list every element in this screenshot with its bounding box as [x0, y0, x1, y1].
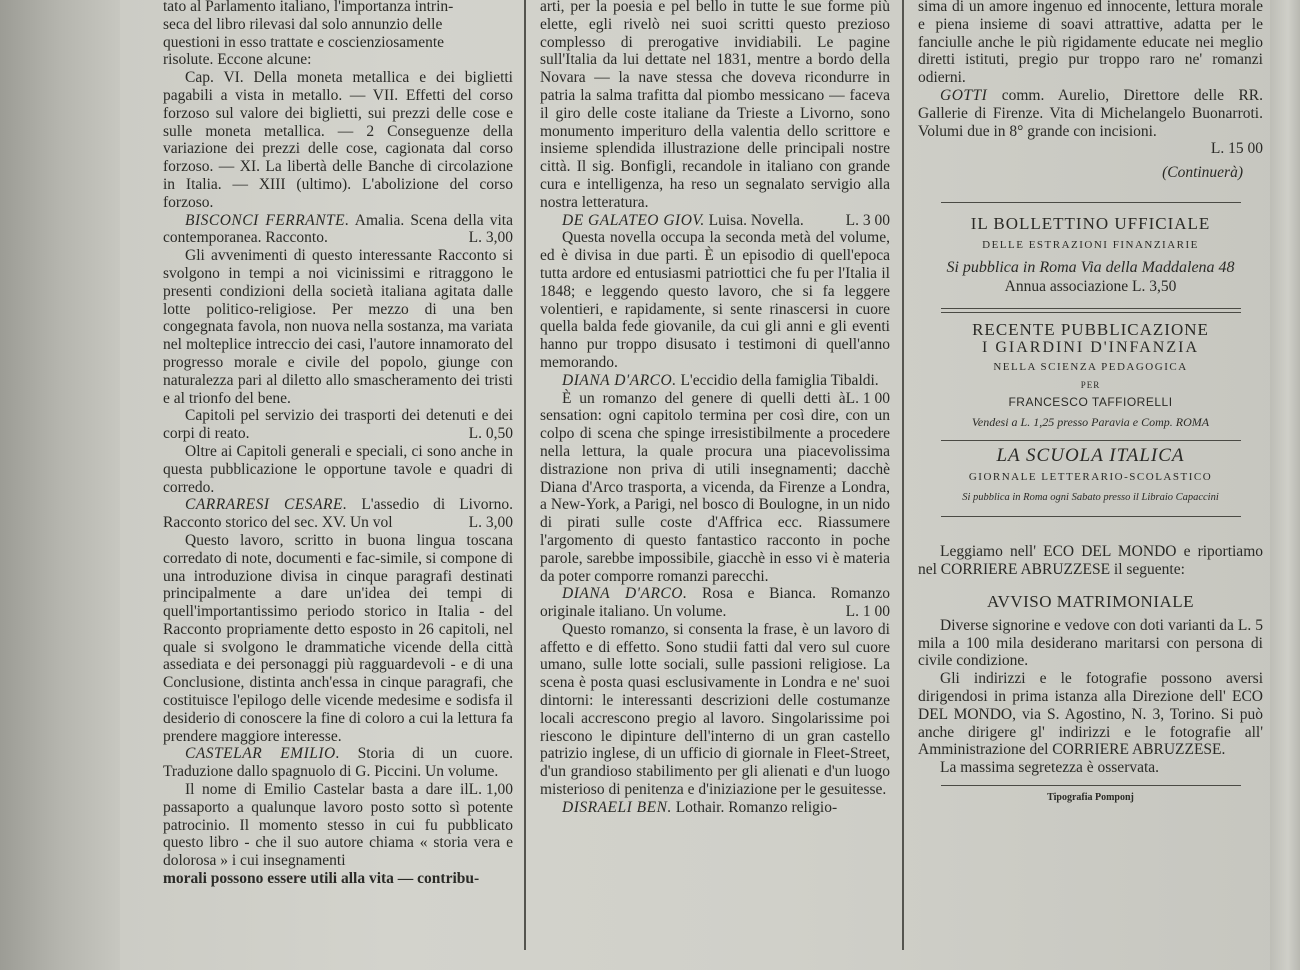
book-entry-diana-rosa — [540, 585, 890, 621]
ad-bollettino — [918, 215, 1263, 296]
ad-address: Si pubblica in Roma Via della Maddalena 48 — [946, 258, 1235, 276]
entry-description: Gli avvenimenti di questo interessante Racconto si svolgono in tempi a noi vicinissimi e ritraggono le presenti condizioni della società italiana agitata dalle lotte politico-religiose. Per mezzo di una ben congegnata favola, non nuova nella sostanza, ma variata nel molteplice intreccio dei casi, l'autore innamorato del progresso morale e civile del popolo, giunge con naturalezza pari al diletto allo smascheramento dei tristi e al trionfo del bene. — [163, 247, 513, 407]
ad-publication: Si pubblica in Roma ogni Sabato presso il Libraio Capaccini — [962, 491, 1219, 503]
entry-author: GOTTI — [940, 86, 988, 104]
entry-price: L. 1 00 — [845, 389, 890, 407]
avviso-paragraph: Diverse signorine e vedove con doti varianti da L. 5 mila a 100 mila desiderano maritarsi con persona di civile condizione. — [918, 616, 1263, 670]
book-entry-disraeli — [540, 799, 890, 817]
ad-sale: Vendesi a L. 1,25 presso Paravia e Comp. ROMA — [971, 415, 1210, 430]
entry-title: Rosa e Bianca. Romanzo originale italiano. Un volume. — [540, 585, 891, 621]
page-left-margin — [0, 0, 120, 970]
entry-price: L. 1 00 — [845, 603, 890, 621]
entry-author: DE GALATEO GIOV. — [562, 211, 705, 229]
entry-author: CARRARESI CESARE. — [185, 496, 348, 514]
divider — [941, 785, 1241, 786]
entry-title: Lothair. Romanzo religio- — [675, 798, 838, 816]
entry-description: Questo romanzo, si consenta la frase, è un lavoro di affetto e di effetto. Sono studii fatti dal vero sul cuore umano, sulle lotte sociali, sulle passioni religiose. La scena è posta quasi esclusivamente in Londra e ne' suoi dintorni: le interessanti descrizioni delle costumanze locali accrescono pregio al lavoro. Singolarissime poi riescono le dipinture dell'interno di un gran castello patrizio inglese, di un ufficio di giornale in Fleet-Street, d'un grandioso stabilimento per gli alienati e d'un luogo misterioso di penitenza e d'iniziazione per le gesuitesse. — [540, 620, 890, 799]
divider — [941, 440, 1241, 441]
ad-subtitle: DELLE ESTRAZIONI FINANZIARIE — [982, 238, 1199, 251]
ad-scuola — [918, 444, 1263, 506]
entry-title: Luisa. Novella. — [708, 211, 804, 229]
continua-note: (Continuerà) — [1162, 164, 1243, 182]
entry-title: Storia di un cuore. Traduzione dallo spagnuolo di G. Piccini. Un volume. — [163, 745, 514, 781]
ad-giardini — [918, 321, 1263, 432]
col1-line: tato al Parlamento italiano, l'importanza intrin- — [163, 0, 454, 15]
book-entry-degalateo — [540, 212, 890, 230]
entry-description: Questa novella occupa la seconda metà del volume, ed è divisa in due parti. È un episodio di quell'epoca tutta ardore ed entusiasmi patriottici che fu per l'Italia il 1848; e leggendo questo lavoro, che si fa leggere volentieri, e rapidamente, si sente rinascersi in cuore quella balda fede giovanile, da cui gli anni e gli eventi hanno pur troppo disusato i testimoni di quell'anno memorando. — [540, 229, 890, 371]
avviso-paragraph: La massima segretezza è osservata. — [940, 759, 1160, 777]
divider — [941, 202, 1241, 203]
entry-price: L. 15 00 — [1210, 140, 1263, 158]
entry-author: CASTELAR EMILIO. — [185, 745, 341, 763]
ad-price: Annua associazione L. 3,50 — [1004, 278, 1177, 296]
book-entry-diana-tibaldi — [540, 371, 890, 407]
entry-author: DIANA D'ARCO. — [562, 585, 688, 603]
ad-per: PER — [1080, 379, 1101, 390]
divider-double — [941, 308, 1241, 313]
entry-title: L'eccidio della famiglia Tibaldi. — [680, 371, 879, 389]
entry-author: DISRAELI BEN. — [562, 798, 672, 816]
col1-line: seca del libro rilevasi dal solo annunzio delle — [163, 15, 443, 33]
book-entry-gotti — [918, 87, 1263, 140]
entry-title: Amalia. Scena della vita contemporanea. Racconto. — [163, 211, 513, 247]
ad-subtitle: NELLA SCIENZA PEDAGOGICA — [993, 360, 1188, 373]
ad-title: IL BOLLETTINO UFFICIALE — [970, 213, 1211, 233]
divider — [941, 516, 1241, 517]
entry-description: Questo lavoro, scritto in buona lingua toscana corredato di note, documenti e fac-simile, si compone di una introduzione divisa in cinque paragrafi destinati principalmente a dare un'idea dei tempi di quell'importantissimo periodo storico in Italia - del Racconto propriamente detto esposto in 26 capitoli, nel quale si svolgono le drammatiche vicende della città assediata e dei personaggi più ragguardevoli - e di una Conclusione, distinta anch'essa in cinque paragrafi, che costituisce l'epilogo delle vicende medesime e sodisfa il desiderio di conoscere la fine di coloro a cui la lettura fa prendere maggiore interesse. — [163, 531, 513, 745]
book-entry-carraresi — [163, 496, 513, 532]
avviso-title: AVVISO MATRIMONIALE — [986, 591, 1195, 611]
ad-book-title: I GIARDINI D'INFANZIA — [982, 338, 1199, 356]
chapter-list: Cap. VI. Della moneta metallica e dei biglietti pagabili a vista in metallo. — VII. Effetti del corso forzoso sul valore dei biglietti, sui prezzi delle cose e sulle moneta metallica. — 2 Conseguenze della variazione dei prezzi delle cose, cagionata dal corso forzoso. — XI. La libertà delle Banche di circolazione in Italia. — XIII (ultimo). L'abolizione del corso forzoso. — [163, 69, 513, 211]
col1-line: risolute. Eccone alcune: — [163, 51, 312, 69]
ad-title: RECENTE PUBBLICAZIONE — [972, 320, 1209, 340]
col2-continuation: arti, per la poesia e pel bello in tutte le sue forme più elette, egli rivelò nei suoi scritti questo prezioso complesso di prerogative invidiabili. Le pagine sull'Italia da lui dettate nel 1831, mentre a bordo della Novara — la nave stessa che doveva ricondurre in patria la salma trafitta dal piombo messicano — faceva il giro delle coste italiane da Trieste a Livorno, sono monumento imperituro della valentia dello scrittore e insieme splendida illustrazione delle principali nostre città. Il sig. Bonfigli, recandole in italiano con grande cura e intelligenza, ha reso un segnalato servigio alla nostra letteratura. — [540, 0, 890, 211]
entry-price: L. 3,00 — [468, 514, 513, 532]
entry-price: L. 0,50 — [468, 425, 513, 443]
entry-price: L. 1,00 — [468, 781, 513, 799]
entry-price: L. 3,00 — [468, 229, 513, 247]
ad-author: FRANCESCO TAFFIORELLI — [1008, 395, 1173, 410]
ad-title: LA SCUOLA ITALICA — [996, 444, 1185, 466]
entry-title: comm. Aurelio, Direttore delle RR. Gallerie di Firenze. Vita di Michelangelo Buonarroti. Volumi due in 8° grande con incisioni. — [918, 86, 1263, 140]
col3-continuation: sima di un amore ingenuo ed innocente, lettura morale e piena insieme di soavi attrattive, adatta per le fanciulle anche le più rigidamente educate nei meglio diretti istituti, pregio pur troppo raro ne' romanzi odierni. — [918, 0, 1263, 87]
entry-description: Oltre ai Capitoli generali e speciali, ci sono anche in questa pubblicazione le opportune tavole e quadri di corredo. — [163, 442, 513, 496]
page-right-margin — [1270, 0, 1300, 970]
book-entry-bisconci — [163, 212, 513, 248]
entry-author: BISCONCI FERRANTE. — [185, 211, 350, 229]
entry-title: L'assedio di Livorno. Racconto storico del sec. XV. Un vol — [163, 496, 513, 532]
avviso-intro: Leggiamo nell' ECO DEL MONDO e riportiamo nel CORRIERE ABRUZZESE il seguente: — [918, 543, 1263, 579]
column-1 — [163, 0, 513, 968]
avviso-paragraph: Gli indirizzi e le fotografie possono aversi dirigendosi in prima istanza alla Direzione dell' ECO DEL MONDO, via S. Agostino, N. 3, Torino. Si può anche dirigere gl' indirizzi e le fotografie all' Amministrazione del CORRIERE ABRUZZESE. — [918, 670, 1263, 759]
printer-credit: Tipografia Pomponj — [1047, 791, 1134, 803]
col1-line: questioni in esso trattate e coscienziosamente — [163, 33, 445, 51]
entry-description: È un romanzo del genere di quelli detti à sensation: ogni capitolo termina per così dire, con un colpo di scena che spinge irresistibilmente a procedere nella lettura, la quale procura una piacevolissima distrazione non priva di utili insegnamenti; dacchè Diana d'Arco trasporta, a vicenda, da Firenze a Londra, a New-York, a Parigi, nel bosco di Boulogne, in un nido di pirati sulle coste d'Affrica ecc. Riassumere l'argomento di questo fantastico racconto in poche parole, sarebbe impossibile, giacchè in esso vi è materia da poter comporre romanzi parecchi. — [540, 389, 890, 585]
book-entry-capitoli — [163, 407, 513, 443]
entry-price: L. 3 00 — [845, 211, 890, 229]
col1-last-line: morali possono essere utili alla vita — contribu- — [163, 870, 480, 888]
entry-author: DIANA D'ARCO. — [562, 371, 677, 389]
ad-subtitle: GIORNALE LETTERARIO-SCOLASTICO — [968, 470, 1213, 483]
entry-description: Il nome di Emilio Castelar basta a dare il passaporto a qualunque lavoro posto sotto sì potente patrocinio. Il momento stesso in cui fu pubblicato questo libro - che il suo autore chiama « storia vera e dolorosa » i cui insegnamenti — [163, 781, 513, 870]
column-rule-1 — [524, 0, 526, 950]
column-rule-2 — [902, 0, 904, 950]
column-3 — [918, 0, 1263, 968]
column-2 — [540, 0, 890, 968]
entry-title: Capitoli pel servizio dei trasporti dei detenuti e dei corpi di reato. — [163, 407, 513, 443]
book-entry-castelar — [163, 745, 514, 799]
